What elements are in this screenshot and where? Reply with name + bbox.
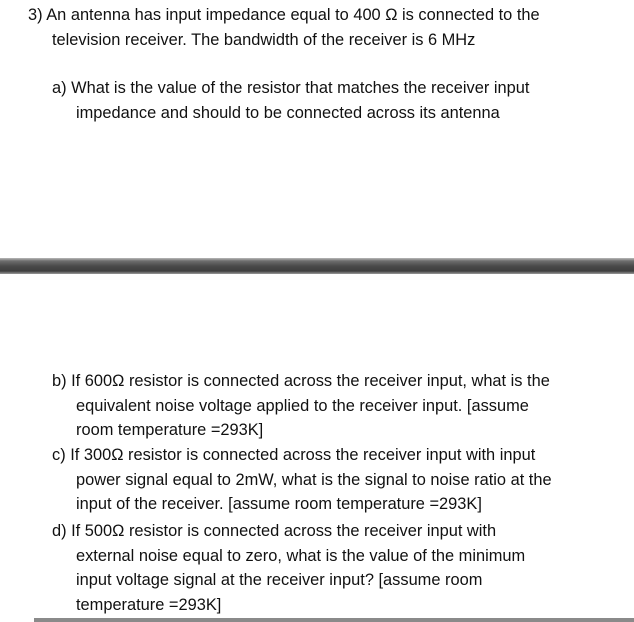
part-c-line-3: input of the receiver. [assume room temperature =293K] [76,495,482,513]
question-3-line-2: television receiver. The bandwidth of the receiver is 6 MHz [52,30,476,49]
question-3-line-1: 3) An antenna has input impedance equal to 400 Ω is connected to the [28,6,540,24]
part-c-line-2: power signal equal to 2mW, what is the signal to noise ratio at the [76,470,552,489]
bottom-edge-line [34,618,634,622]
part-b-line-1: b) If 600Ω resistor is connected across the receiver input, what is the [52,372,550,390]
question-3 [28,3,540,52]
part-a [52,76,529,125]
part-c-line-1: c) If 300Ω resistor is connected across the receiver input with input [52,446,536,464]
part-d [52,519,525,617]
part-b-line-2: equivalent noise voltage applied to the receiver input. [assume [76,396,529,415]
part-d-line-2: external noise equal to zero, what is the value of the minimum [76,546,526,565]
part-b-line-3: room temperature =293K] [76,421,264,439]
part-a-line-1: a) What is the value of the resistor that matches the receiver input [52,79,530,97]
part-d-line-4: temperature =293K] [76,595,222,614]
section-divider [0,258,634,274]
part-d-line-1: d) If 500Ω resistor is connected across the receiver input with [52,522,497,540]
part-c [52,443,552,517]
part-b [52,369,550,443]
part-a-line-2: impedance and should to be connected across its antenna [76,103,500,122]
part-d-line-3: input voltage signal at the receiver input? [assume room [76,571,483,589]
